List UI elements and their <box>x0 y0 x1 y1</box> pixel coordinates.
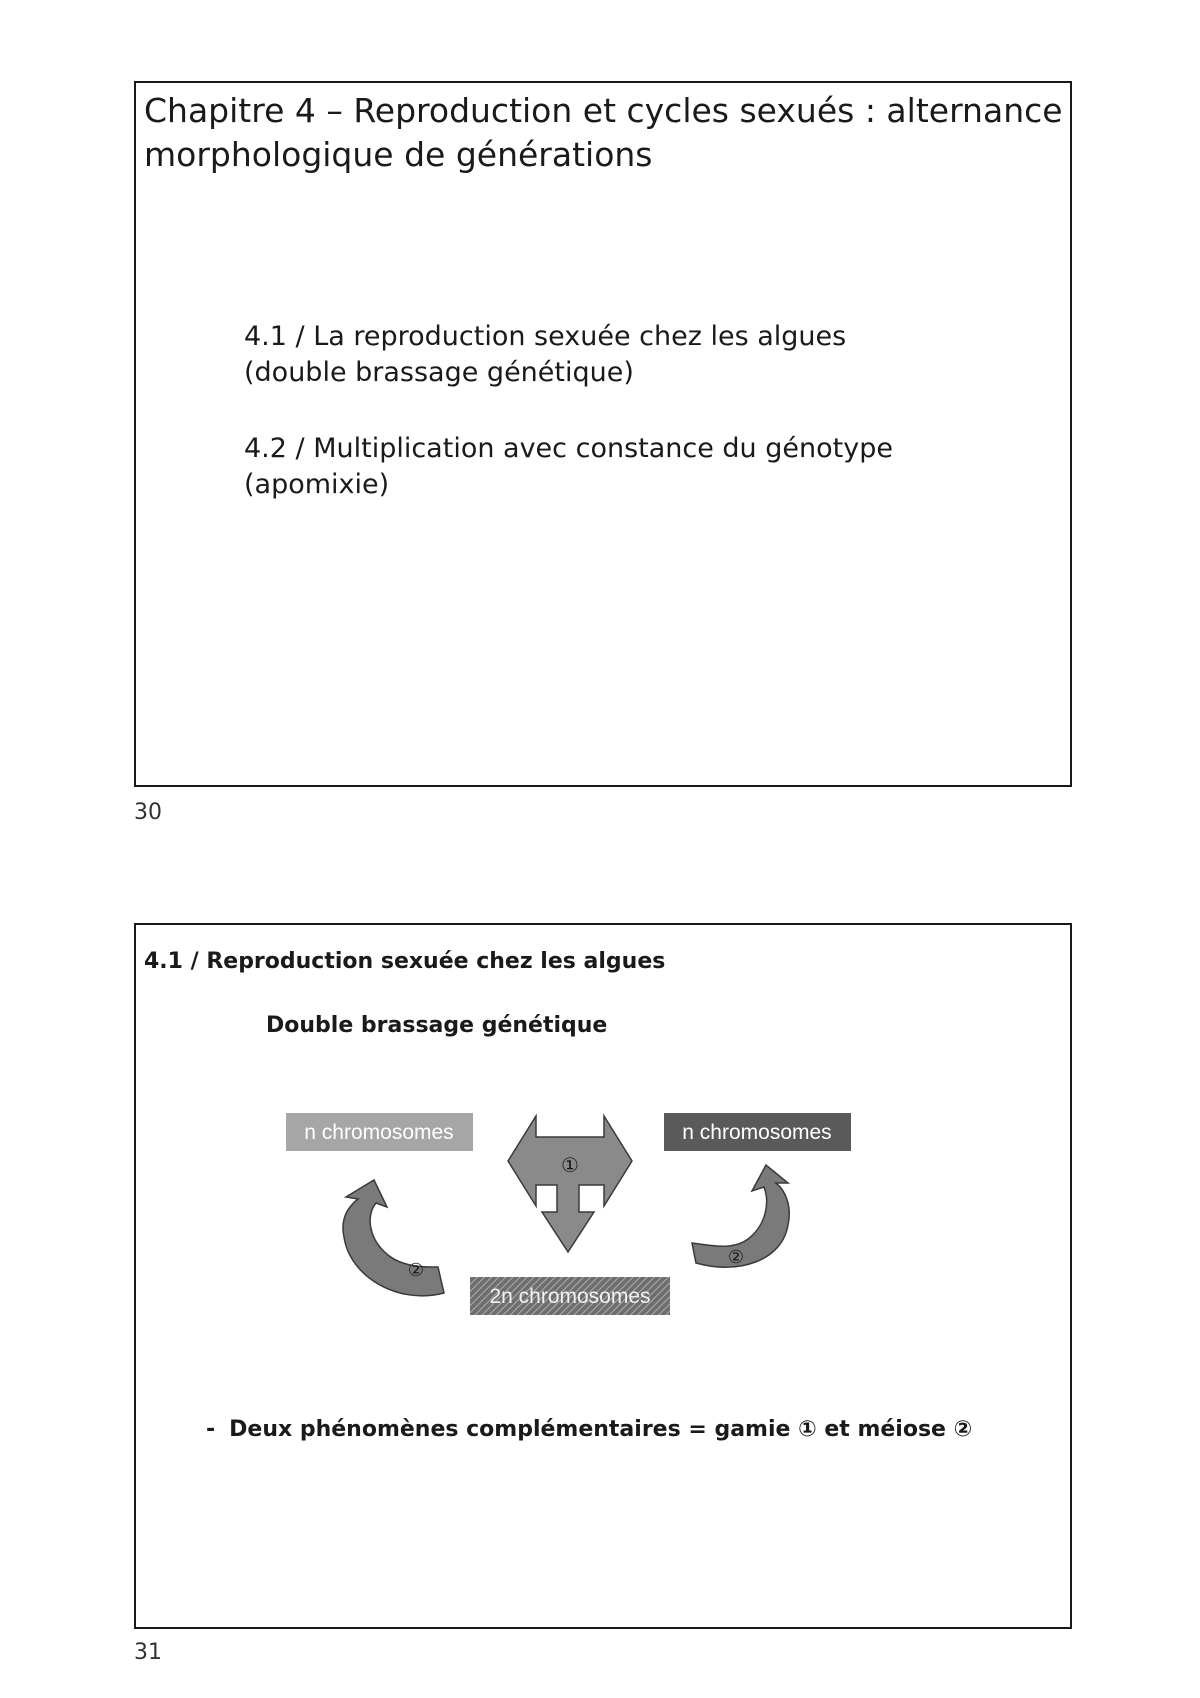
box-2n-chromosomes <box>470 1277 670 1315</box>
box-n-chromosomes-right <box>664 1113 851 1151</box>
page-number-31: 31 <box>134 1640 162 1665</box>
box-2n-label: 2n chromosomes <box>489 1285 651 1308</box>
gamie-arrow <box>508 1116 632 1252</box>
outline-item-line-2: (double brassage génétique) <box>244 357 634 388</box>
box-n-chromosomes-left <box>286 1113 473 1151</box>
slide-title: 4.1 / Reproduction sexuée chez les algues <box>144 949 666 974</box>
outline-item-line-2: (apomixie) <box>244 469 390 500</box>
page-number-30: 30 <box>134 800 162 825</box>
gamie-marker: ① <box>561 1153 579 1177</box>
slide-title-line-2: morphologique de générations <box>144 135 653 174</box>
slide-title <box>144 89 1064 177</box>
outline-item-line-1: 4.2 / Multiplication avec constance du génotype <box>244 433 893 464</box>
box-n-left-label: n chromosomes <box>304 1121 454 1144</box>
meiose-marker-left: ② <box>407 1260 425 1281</box>
meiose-arrow-left <box>343 1180 444 1296</box>
slide-title-line-1: Chapitre 4 – Reproduction et cycles sexués : alternance <box>144 91 1063 130</box>
bullet-note <box>206 1417 972 1442</box>
slide-31 <box>134 923 1072 1629</box>
bullet-dash: - <box>206 1417 216 1442</box>
slide-30 <box>134 81 1072 787</box>
outline-item-4-2 <box>244 431 1004 503</box>
box-n-right-label: n chromosomes <box>682 1121 832 1144</box>
meiose-marker-right: ② <box>727 1247 745 1268</box>
slide-subtitle: Double brassage génétique <box>266 1013 608 1038</box>
bullet-note-text: Deux phénomènes complémentaires = gamie ① et méiose ② <box>229 1417 973 1442</box>
outline-item-4-1 <box>244 319 1004 391</box>
outline-item-line-1: 4.1 / La reproduction sexuée chez les algues <box>244 321 847 352</box>
